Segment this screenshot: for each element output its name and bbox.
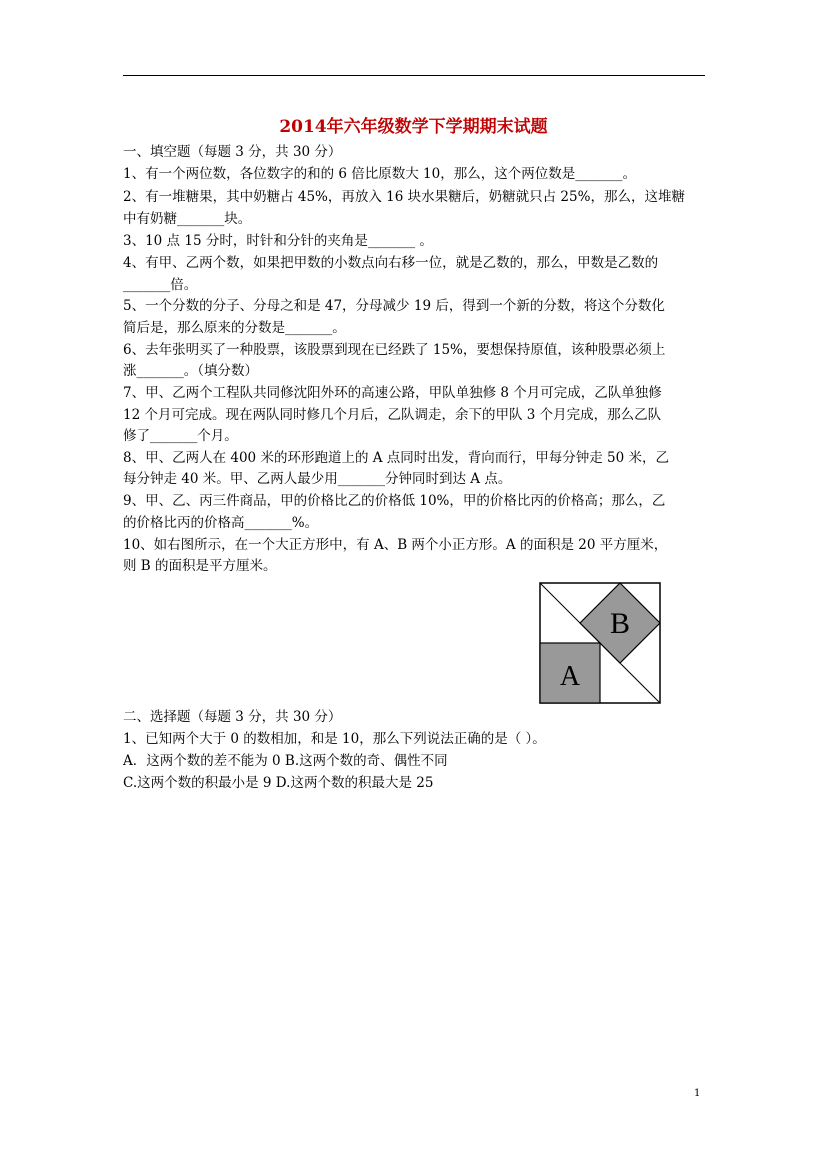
question-line: 简后是，那么原来的分数是_______。: [123, 320, 346, 336]
question-line: 4、有甲、乙两个数，如果把甲数的小数点向右移一位，就是乙数的，那么，甲数是乙数的: [123, 255, 659, 271]
question-line: 1、有一个两位数，各位数字的和的 6 倍比原数大 10，那么，这个两位数是_______。: [123, 166, 636, 182]
page-title: 2014年六年级数学下学期期末试题: [279, 117, 548, 137]
option-line: A．这两个数的差不能为 0 B.这两个数的奇、偶性不同: [123, 753, 448, 769]
label-b: B: [609, 607, 631, 640]
question-line: 修了_______个月。: [123, 428, 238, 444]
question-line: 中有奶糖_______块。: [123, 211, 252, 227]
page-number: 1: [694, 1088, 701, 1099]
question-line: 7、甲、乙两个工程队共同修沈阳外环的高速公路，甲队单独修 8 个月可完成，乙队单独修: [123, 385, 662, 401]
question-line: 10、如右图所示，在一个大正方形中，有 A、B 两个小正方形。A 的面积是 20 平方厘米，: [123, 537, 668, 553]
label-a: A: [559, 661, 581, 692]
option-line: C.这两个数的积最小是 9 D.这两个数的积最大是 25: [123, 775, 434, 791]
question-line: 5、一个分数的分子、分母之和是 47，分母减少 19 后，得到一个新的分数，将这个分数化: [123, 298, 665, 314]
question-line: 则 B 的面积是平方厘米。: [123, 558, 277, 574]
question-line: _______倍。: [123, 277, 198, 293]
question-line: 3、10 点 15 分时，时针和分针的夹角是_______ 。: [123, 233, 433, 249]
section-heading: 二、选择题（每题 3 分，共 30 分）: [123, 709, 342, 725]
question-line: 每分钟走 40 米。甲、乙两人最少用_______分钟同时到达 A 点。: [123, 471, 512, 487]
question-line: 8、甲、乙两人在 400 米的环形跑道上的 A 点同时出发，背向而行，甲每分钟走 50 米，乙: [123, 450, 670, 466]
question-line: 2、有一堆糖果，其中奶糖占 45%，再放入 16 块水果糖后，奶糖就只占 25%，那么，这堆糖: [123, 189, 685, 205]
question-line: 涨_______。（填分数）: [123, 363, 258, 379]
question-line: 6、去年张明买了一种股票，该股票到现在已经跌了 15%，要想保持原值，该种股票必须上: [123, 342, 666, 358]
question-line: 的价格比丙的价格高_______%。: [123, 515, 319, 531]
question-line: 12 个月可完成。现在两队同时修几个月后，乙队调走，余下的甲队 3 个月完成，那么乙队: [123, 407, 662, 423]
header-rule: [123, 75, 705, 76]
question-line: 9、甲、乙、丙三件商品，甲的价格比乙的价格低 10%，甲的价格比丙的价格高；那么，乙: [123, 493, 666, 509]
section-heading: 一、填空题（每题 3 分，共 30 分）: [123, 144, 342, 160]
question-line: 1、已知两个大于 0 的数相加，和是 10，那么下列说法正确的是（ ）。: [123, 731, 546, 747]
squares-figure: [539, 582, 663, 706]
